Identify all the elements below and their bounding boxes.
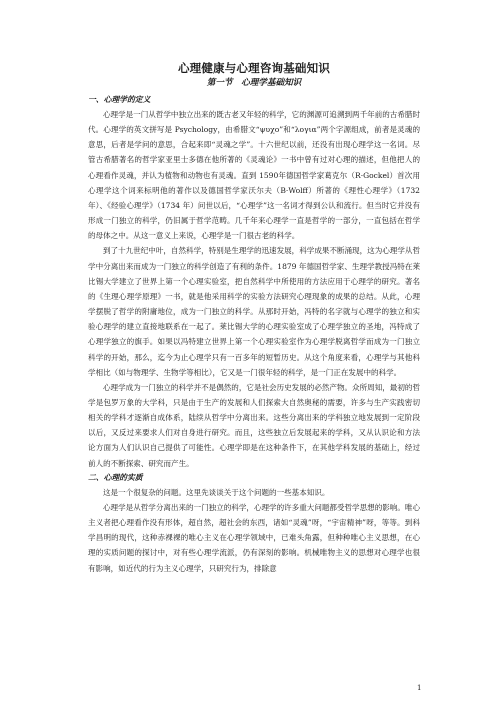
paragraph: 到了十九世纪中叶，自然科学，特别是生理学的迅速发展，科学成果不断涌现，这为心理学从哲学中分离出来而成为一门独立的科学创造了有利的条件。1879 年德国哲学家、生理学教授冯特在莱比锡大学建立了世界上第一个心理实验室，把自然科学中所使用的方法应用于心理学的研究。著名的《生理心理学原理》一书，就是他采用科学的实验方法研究心理现象的成果的总结。从此，心理学摆脱了哲学的附庸地位，成为一门独立的科学。从那时开始，冯特的名字就与心理学的独立和实验心理学的建立直接地联系在一起了。莱比锡大学的心理实验室成了心理学独立的圣地，冯特成了心理学独立的旗手。如果以冯特建立世界上第一个心理实验室作为心理学脱离哲学而成为一门独立科学的开始，那么，迄今为止心理学只有一百多年的短暂历史。从这个角度来看，心理学与其他科学相比（如与物理学、生物学等相比），它又是一门很年轻的科学，是一门正在发展中的科学。 — [88, 246, 420, 377]
page-number: 1 — [417, 684, 422, 692]
chapter-heading: 第一节 心理学基础知识 — [206, 78, 302, 88]
paragraph: 心理学成为一门独立的科学并不是偶然的，它是社会历史发展的必然产物。众所周知，最初的哲学是包罗万象的大学科，只是由于生产的发展和人们探索大自然奥秘的需要，许多与生产实践密切相关的学科才逐渐自成体系，陆续从哲学中分离出来。这些分离出来的学科独立地发展到一定阶段以后，又反过来要求人们对自身进行研究。而且，这些独立后发展起来的学科，又从认识论和方法论方面为人们认识自己提供了可能性。心理学即是在这种条件下，在其他学科发展的基础上，经过前人的不断探索、研究而产生。 — [88, 382, 420, 468]
paragraph: 心理学是从哲学分离出来的一门独立的科学，心理学的许多重大问题都受哲学思想的影响。唯心主义者把心理看作没有形体，超自然，超社会的东西，诸如“灵魂”呀，“宇宙精神”呀，等等。到科学昌明的现代，这种赤裸裸的唯心主义在心理学领域中，已难头角露，但种种唯心主义思想，在心理的实质问题的探讨中，对有些心理学流派，仍有深刻的影响。机械唯物主义的思想对心理学也很有影响，如近代的行为主义心理学，只研究行为，排除意 — [88, 502, 420, 573]
paragraph: 这是一个很复杂的问题。这里先谈谈关于这个问题的一些基本知识。 — [103, 487, 330, 497]
document-body — [88, 60, 420, 576]
document-title: 心理健康与心理咨询基础知识 — [177, 61, 331, 75]
section-heading-essence: 二、心理的实质 — [88, 472, 143, 482]
paragraph: 心理学是一门从哲学中独立出来的既古老又年轻的科学，它的渊源可追溯到两千年前的古希腊时代。心理学的英文拼写是 Psychology，由希腊文“ψυχo”和“λογια”两个字源组成，前者是灵魂的意思，后者是学问的意思，合起来即“灵魂之学”。十六世纪以前，还没有出现心理学这一名词。尽管古希腊著名的哲学家亚里士多德在他所著的《灵魂论》一书中曾有过对心理的描述，但他把人的心理看作灵魂，并认为植物和动物也有灵魂。直到 1590年德国哲学家葛克尔（R·Gockel）首次用心理学这个词来标明他的著作以及德国哲学家沃尔夫（B·Wolff）所著的《理性心理学》（1732 年）、《经验心理学》（1734 年）问世以后，“心理学”这一名词才得到公认和流行。但当时它并没有形成一门独立的科学，仍旧属于哲学范畴。几千年来心理学一直是哲学的一部分，一直包括在哲学的母体之中。从这一意义上来说，心理学是一门很古老的科学。 — [88, 110, 420, 241]
section-heading-definition: 一、心理学的定义 — [88, 95, 151, 104]
